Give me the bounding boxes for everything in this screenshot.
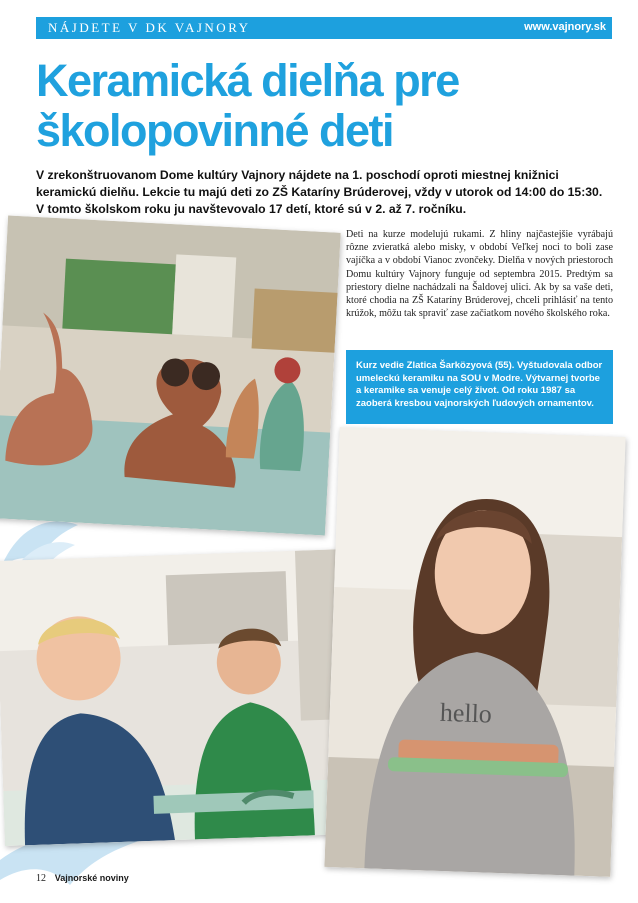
photo-girl-with-pottery (324, 427, 625, 877)
page-footer (36, 873, 129, 884)
article-title: Keramická dielňa pre školopovinné deti (36, 55, 459, 156)
instructor-highlight-box (346, 350, 613, 424)
article-body: Deti na kurze modelujú rukami. Z hliny najčastejšie vyrábajú rôzne zvieratká alebo misky, v období Veľkej noci to boli zase vajíčka a v období Vianoc zvončeky. Dielňa v nových priestoroch Domu kultúry Vajnory funguje od septembra 2015. Predtým sa priestory dielne nachádzali na Šaldovej ulici. Ak by sa vaše deti, ktoré chodia na ZŠ Kataríny Brúderovej, chceli prihlásiť na tento krúžok, môžu tak spraviť zase začiatkom nového školského roka. (346, 229, 613, 320)
article-lead: V zrekonštruovanom Dome kultúry Vajnory nájdete na 1. poschodí oproti miestnej knižnici keramickú dielňu. Lekcie tu majú deti zo ZŠ Kataríny Brúderovej, vždy v utorok od 14:00 do 15:30. V tomto školskom roku ju navštevovalo 17 detí, ktoré sú v 2. až 7. ročníku. (36, 168, 603, 216)
svg-text:hello: hello (439, 697, 493, 729)
instructor-highlight-text: Kurz vedie Zlatica Šarközyová (55). Vyštudovala odbor umeleckú keramiku na SOU v Modre. Výtvarnej tvorbe a keramike sa venuje celý život. Od roku 1987 sa zaoberá kresbou vajnorských ľudových ornamentov. (356, 360, 603, 409)
publication-name: Vajnorské noviny (54, 873, 129, 883)
section-kicker: NÁJDETE V DK VAJNORY (48, 20, 251, 35)
page-number: 12 (36, 873, 46, 884)
website-link[interactable]: www.vajnory.sk (524, 21, 606, 33)
header-bar (36, 17, 612, 39)
photo-clay-figures (0, 215, 341, 535)
photo-boys-modeling (0, 549, 357, 846)
